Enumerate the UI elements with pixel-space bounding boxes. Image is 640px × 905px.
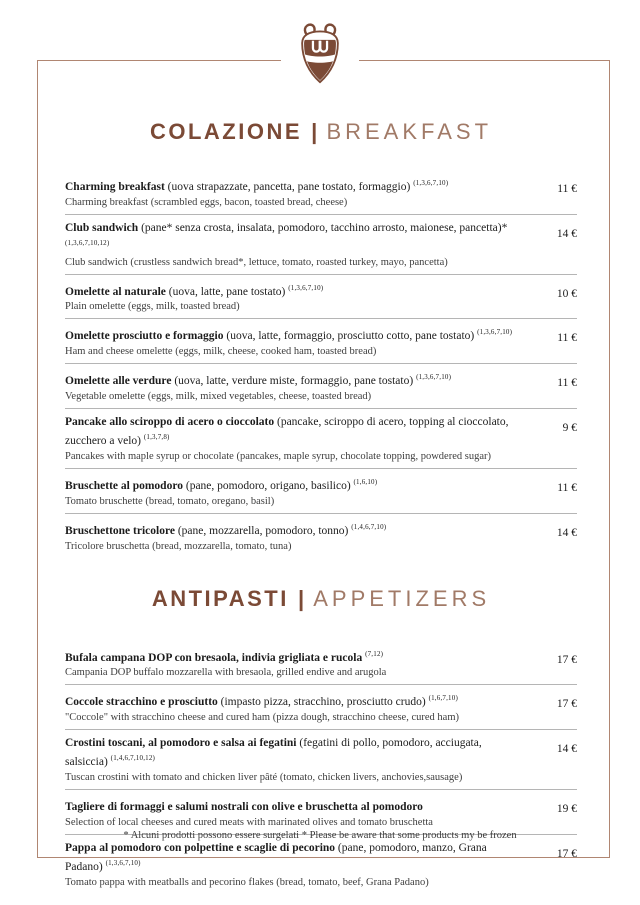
- menu-item-title-line: [65, 325, 517, 344]
- item-ingredients: (pancake, sciroppo di acero, topping al cioccolato, zucchero a velo): [65, 416, 509, 447]
- menu-item-text: [65, 520, 517, 553]
- menu-item-text: [65, 221, 517, 269]
- section-title-italian: COLAZIONE: [149, 119, 303, 144]
- item-ingredients: (uova, latte, verdure miste, formaggio, pane tostato): [174, 375, 414, 388]
- menu-item-text: [65, 370, 517, 403]
- item-price: 14 €: [556, 526, 577, 539]
- menu-item-title-line: [65, 520, 517, 539]
- item-ingredients: (pane, mozzarella, pomodoro, tonno): [177, 524, 349, 537]
- section-items: [65, 641, 577, 894]
- item-ingredients: (pane, pomodoro, manzo, Grana Padano): [65, 841, 487, 873]
- item-price: 11 €: [557, 183, 577, 195]
- item-price: 11 €: [557, 377, 577, 390]
- menu-item-row: [65, 319, 577, 364]
- section-title-english: APPETIZERS: [313, 585, 491, 611]
- item-price: 14 €: [556, 743, 577, 756]
- item-name: Charming breakfast: [65, 180, 165, 193]
- menu-item-title-line: [65, 415, 517, 449]
- menu-item-row: [65, 170, 577, 215]
- item-description: Tuscan crostini with tomato and chicken liver pâté (tomato, chicken livers, anchovies,sausage): [65, 772, 463, 784]
- item-allergen-numbers: (1,6,10): [353, 477, 378, 486]
- item-price: 11 €: [557, 332, 577, 345]
- item-allergen-numbers: (1,4,6,7,10,12): [110, 754, 156, 763]
- item-price: 9 €: [562, 422, 577, 435]
- item-allergen-numbers: (1,4,6,7,10): [351, 522, 387, 531]
- item-description: Club sandwich (crustless sandwich bread*, lettuce, tomato, roasted turkey, mayo, pancetta): [65, 256, 448, 268]
- item-name: Bufala campana DOP con bresaola, indivia grigliata e rucola: [65, 651, 363, 664]
- menu-section: [65, 586, 577, 894]
- item-description: "Coccole" with stracchino cheese and cured ham (pizza dough, stracchino cheese, cured ham): [65, 712, 459, 724]
- menu-item-text: [65, 176, 517, 209]
- menu-item-text: [65, 281, 517, 314]
- footer-note: * Alcuni prodotti possono essere surgelati * Please be aware that some products my be frozen: [123, 830, 517, 841]
- item-description: Selection of local cheeses and cured meats with marinated olives and tomato bruschetta: [65, 816, 433, 828]
- menu-item-row: [65, 730, 577, 790]
- menu-item-title-line: [65, 475, 517, 494]
- section-title-italian: ANTIPASTI: [151, 585, 289, 611]
- item-description: Tomato bruschette (bread, tomato, oregano, basil): [65, 495, 275, 507]
- item-name: Club sandwich: [65, 221, 139, 234]
- item-allergen-numbers: (1,3,6,7,10): [288, 283, 324, 292]
- item-description: Ham and cheese omelette (eggs, milk, cheese, cooked ham, toasted bread): [65, 346, 377, 358]
- menu-section: [65, 119, 577, 558]
- item-allergen-numbers: (1,3,6,7,10): [416, 373, 452, 382]
- item-allergen-numbers: (1,3,7,8): [143, 433, 170, 442]
- menu-item-row: [65, 835, 577, 894]
- item-price: 10 €: [556, 287, 577, 300]
- item-name: Omelette alle verdure: [65, 375, 172, 388]
- item-ingredients: (uova strapazzate, pancetta, pane tostato, formaggio): [167, 180, 411, 193]
- menu-item-text: [65, 647, 517, 680]
- section-title-separator: |: [297, 585, 305, 611]
- menu-item-row: [65, 364, 577, 409]
- item-name: Bruschettone tricolore: [65, 524, 175, 537]
- item-allergen-numbers: (1,3,6,7,10): [413, 179, 449, 187]
- item-allergen-numbers: (1,3,6,7,10,12): [65, 238, 110, 247]
- item-name: Pappa al pomodoro con polpettine e scaglie di pecorino: [65, 841, 336, 854]
- menu-item-row: [65, 469, 577, 514]
- menu-item-title-line: [65, 281, 517, 300]
- section-items: [65, 170, 577, 558]
- item-name: Tagliere di formaggi e salumi nostrali con olive e bruschetta al pomodoro: [65, 800, 423, 813]
- item-description: Plain omelette (eggs, milk, toasted bread): [65, 301, 240, 313]
- menu-item-row: [65, 514, 577, 558]
- menu-item-text: [65, 796, 517, 829]
- item-name: Omelette prosciutto e formaggio: [65, 330, 224, 343]
- item-description: Campania DOP buffalo mozzarella with bresaola, grilled endive and arugola: [65, 667, 387, 679]
- menu-item-row: [65, 641, 577, 686]
- item-price: 11 €: [557, 481, 577, 494]
- menu-item-row: [65, 685, 577, 730]
- item-name: Bruschette al pomodoro: [65, 479, 183, 492]
- menu-item-title-line: [65, 221, 517, 255]
- menu-item-text: [65, 325, 517, 358]
- item-description: Tricolore bruschetta (bread, mozzarella, tomato, tuna): [65, 540, 292, 552]
- item-allergen-numbers: (7,12): [365, 649, 384, 658]
- item-name: Crostini toscani, al pomodoro e salsa ai fegatini: [65, 737, 297, 750]
- item-name: Coccole stracchino e prosciutto: [65, 696, 218, 709]
- menu-item-title-line: [65, 647, 517, 666]
- menu-item-title-line: [65, 796, 517, 815]
- item-price: 17 €: [556, 847, 577, 860]
- item-allergen-numbers: (1,3,6,7,10): [477, 328, 513, 337]
- item-price: 19 €: [556, 803, 577, 816]
- menu-item-row: [65, 409, 577, 469]
- item-ingredients: (pane, pomodoro, origano, basilico): [185, 479, 351, 492]
- menu-item-row: [65, 790, 577, 835]
- item-description: Vegetable omelette (eggs, milk, mixed vegetables, cheese, toasted bread): [65, 391, 372, 403]
- item-allergen-numbers: (1,6,7,10): [428, 694, 458, 703]
- menu-item-text: [65, 841, 517, 889]
- item-ingredients: (impasto pizza, stracchino, prosciutto crudo): [220, 696, 426, 709]
- menu-item-title-line: [65, 841, 517, 875]
- menu-item-row: [65, 275, 577, 320]
- hotel-logo: [281, 22, 359, 84]
- item-allergen-numbers: (1,3,6,7,10): [105, 858, 141, 867]
- menu-item-title-line: [65, 736, 517, 770]
- item-ingredients: (fegatini di pollo, pomodoro, acciugata, salsiccia): [65, 737, 482, 769]
- item-name: Omelette al naturale: [65, 285, 166, 298]
- menu-item-text: [65, 691, 517, 724]
- item-name: Pancake allo sciroppo di acero o cioccolato: [65, 416, 275, 429]
- item-description: Tomato pappa with meatballs and pecorino flakes (bread, tomato, beef, Grana Padano): [65, 876, 429, 888]
- menu-item-text: [65, 475, 517, 508]
- section-title: [65, 586, 577, 611]
- menu-item-text: [65, 415, 517, 463]
- item-ingredients: (uova, latte, pane tostato): [168, 285, 286, 298]
- section-title-separator: |: [311, 119, 318, 144]
- menu-item-title-line: [65, 691, 517, 710]
- menu-item-title-line: [65, 176, 517, 195]
- menu-sections: [65, 119, 577, 894]
- menu-item-row: [65, 215, 577, 275]
- item-ingredients: (pane* senza crosta, insalata, pomodoro, tacchino arrosto, maionese, pancetta)*: [141, 221, 508, 234]
- item-price: 17 €: [556, 698, 577, 711]
- section-title-english: BREAKFAST: [326, 119, 493, 144]
- crest-shield-icon: [295, 71, 345, 88]
- menu-item-text: [65, 736, 517, 784]
- menu-content: [65, 103, 577, 894]
- section-title: [65, 119, 577, 144]
- item-description: Pancakes with maple syrup or chocolate (pancakes, maple syrup, chocolate topping, powdered sugar): [65, 450, 491, 462]
- item-description: Charming breakfast (scrambled eggs, bacon, toasted bread, cheese): [65, 196, 348, 208]
- menu-item-title-line: [65, 370, 517, 389]
- item-ingredients: (uova, latte, formaggio, prosciutto cotto, pane tostato): [226, 330, 475, 343]
- item-price: 14 €: [556, 227, 577, 240]
- item-price: 17 €: [556, 653, 577, 666]
